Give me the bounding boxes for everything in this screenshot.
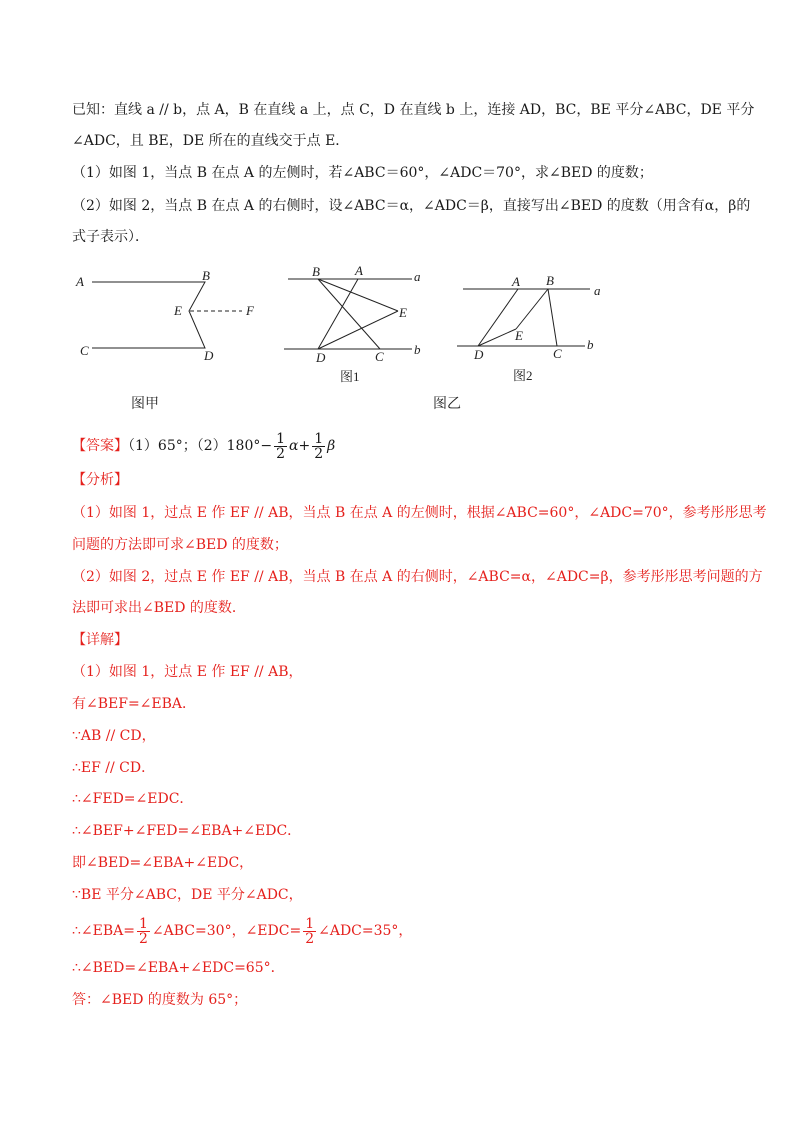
detail-line-3: ∵AB // CD，: [72, 728, 156, 744]
answer-fraction-2-den: 2: [314, 445, 324, 462]
detail-line-9: [72, 912, 412, 950]
figure-jia-caption: 图甲: [131, 397, 159, 412]
answer-plus: +: [298, 438, 311, 454]
answer-fraction-2: [312, 432, 325, 461]
problem-line-1: 已知：直线 a // b，点 A，B 在直线 a 上，点 C，D 在直线 b 上，连接 AD，BC，BE 平分∠ABC，DE 平分: [72, 102, 755, 118]
answer-line: [72, 430, 335, 462]
detail-line-8: ∵BE 平分∠ABC，DE 平分∠ADC，: [72, 887, 303, 903]
analysis-line-2: 问题的方法即可求∠BED 的度数；: [72, 537, 288, 553]
analysis-line-1: （1）如图 1，过点 E 作 EF // AB，当点 B 在点 A 的左侧时，根据∠ABC=60°，∠ADC=70°，参考彤彤思考: [72, 505, 767, 521]
fig2-label-e: E: [515, 328, 523, 343]
answer-fraction-1: [274, 432, 287, 461]
fig2-caption: 图2: [513, 368, 533, 383]
fig1-label-d: D: [316, 350, 326, 365]
problem-line-2: ∠ADC，且 BE，DE 所在的直线交于点 E．: [72, 133, 350, 149]
fig1-label-a: A: [355, 263, 363, 278]
fig1-label-b: B: [312, 264, 320, 279]
detail-line-9b: ∠ABC=30°，∠EDC=: [151, 923, 302, 939]
figure-yi-caption: 图乙: [433, 397, 461, 412]
fig1-label-e: E: [399, 305, 407, 320]
analysis-line-4: 法即可求出∠BED 的度数．: [72, 600, 246, 616]
detail-line-5: ∴∠FED=∠EDC．: [72, 791, 194, 807]
problem-part-2b: 式子表示）．: [72, 229, 149, 245]
fig2-label-d: D: [474, 347, 484, 362]
jia-label-f: F: [246, 303, 254, 318]
detail-line-4: ∴EF // CD．: [72, 760, 156, 776]
figure-1: [284, 279, 412, 349]
jia-label-b: B: [202, 268, 210, 283]
figures: [0, 262, 793, 432]
detail-line-11: 答：∠BED 的度数为 65°；: [72, 992, 248, 1008]
detail-fraction-2: [303, 917, 316, 946]
answer-expr-start: 180°−: [226, 438, 273, 454]
fig2-label-line-b: b: [587, 337, 594, 352]
jia-label-c: C: [80, 343, 89, 358]
answer-label: 【答案】: [72, 438, 128, 454]
jia-label-d: D: [204, 348, 214, 363]
answer-fraction-1-den: 2: [276, 445, 286, 462]
detail-line-2: 有∠BEF=∠EBA．: [72, 696, 197, 712]
answer-alpha: α: [289, 438, 299, 454]
detail-line-6: ∴∠BEF+∠FED=∠EBA+∠EDC．: [72, 823, 302, 839]
detail-fraction-2-num: 1: [305, 915, 315, 932]
fig1-label-c: C: [375, 349, 384, 364]
fig2-label-b: B: [546, 273, 554, 288]
detail-line-9a: ∴∠EBA=: [72, 923, 135, 939]
analysis-label: 【分析】: [72, 472, 128, 488]
fig1-label-line-b: b: [414, 342, 421, 357]
fig1-label-line-a: a: [414, 269, 421, 284]
detail-line-1: （1）如图 1，过点 E 作 EF // AB，: [72, 664, 303, 680]
detail-fraction-1-num: 1: [139, 915, 148, 932]
fig2-label-line-a: a: [594, 283, 601, 298]
detail-fraction-2-den: 2: [305, 930, 315, 947]
analysis-line-3: （2）如图 2，过点 E 作 EF // AB，当点 B 在点 A 的右侧时，∠ABC=α，∠ADC=β，参考彤彤思考问题的方: [72, 569, 763, 585]
answer-part1: （1）65°；（2）: [128, 438, 227, 454]
detail-line-7: 即∠BED=∠EBA+∠EDC，: [72, 855, 254, 871]
detail-line-9c: ∠ADC=35°，: [318, 923, 413, 939]
figure-jia: [92, 282, 242, 348]
problem-part-2a: （2）如图 2，当点 B 在点 A 的右侧时，设∠ABC＝α，∠ADC＝β，直接写出∠BED 的度数（用含有α，β的: [72, 198, 751, 214]
fig1-caption: 图1: [340, 369, 360, 384]
fig2-label-a: A: [512, 274, 520, 289]
jia-label-a: A: [76, 274, 84, 289]
answer-fraction-1-num: 1: [276, 430, 286, 447]
figure-2: [457, 289, 590, 346]
answer-fraction-2-num: 1: [314, 430, 324, 447]
fig2-label-c: C: [553, 346, 562, 361]
jia-label-e: E: [174, 303, 182, 318]
detail-fraction-1: [137, 917, 150, 946]
detail-fraction-1-den: 2: [139, 930, 148, 947]
detail-label: 【详解】: [72, 632, 128, 648]
detail-line-10: ∴∠BED=∠EBA+∠EDC=65°．: [72, 960, 285, 976]
problem-part-1: （1）如图 1，当点 B 在点 A 的左侧时，若∠ABC＝60°，∠ADC＝70°，求∠BED 的度数；: [72, 165, 653, 181]
answer-beta: β: [327, 438, 336, 454]
